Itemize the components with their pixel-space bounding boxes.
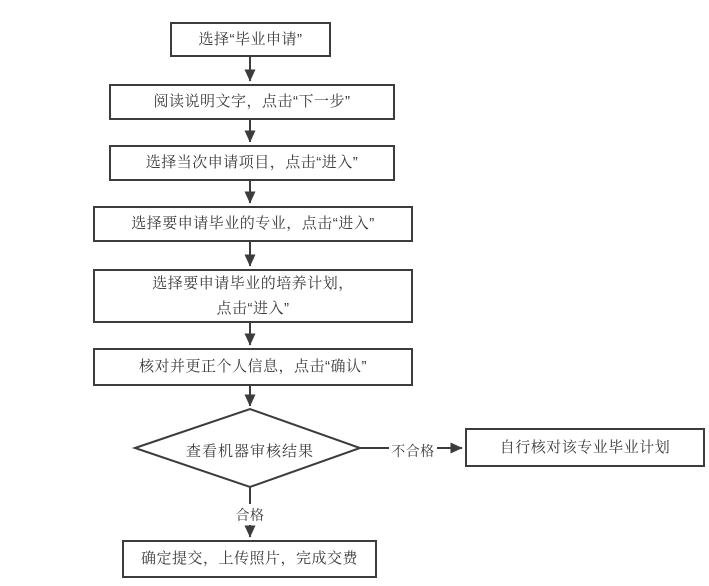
flow-node-label: 自行核对该专业毕业计划 bbox=[499, 438, 671, 456]
flow-node-label: 阅读说明文字，点击“下一步” bbox=[153, 93, 351, 111]
flow-node-select-graduation-application bbox=[170, 22, 331, 57]
flow-node-label-line1: 选择要申请毕业的培养计划， bbox=[152, 275, 354, 292]
flow-node-select-major bbox=[93, 206, 413, 242]
flow-node-label: 选择“毕业申请” bbox=[198, 30, 303, 48]
flow-node-label: 选择要申请毕业的专业，点击“进入” bbox=[131, 215, 375, 233]
flow-node-select-training-plan bbox=[93, 269, 413, 323]
decision-node-label: 查看机器审核结果 bbox=[185, 443, 314, 460]
flow-node-label: 选择当次申请项目，点击“进入” bbox=[145, 154, 359, 172]
edge-label-fail: 不合格 bbox=[389, 441, 437, 461]
flow-node-select-current-item bbox=[109, 145, 395, 181]
flow-node-label: 核对并更正个人信息，点击“确认” bbox=[139, 358, 367, 376]
flow-node-self-verify-major-plan bbox=[465, 428, 705, 467]
flow-node-verify-personal-info bbox=[93, 348, 413, 386]
flow-node-label-line2: 点击“进入” bbox=[216, 300, 290, 317]
flow-node-label: 确定提交，上传照片，完成交费 bbox=[140, 550, 358, 568]
flow-node-read-instructions-next bbox=[109, 84, 395, 120]
flow-node-submit-upload-pay bbox=[122, 540, 377, 578]
edge-label-pass: 合格 bbox=[228, 505, 272, 525]
